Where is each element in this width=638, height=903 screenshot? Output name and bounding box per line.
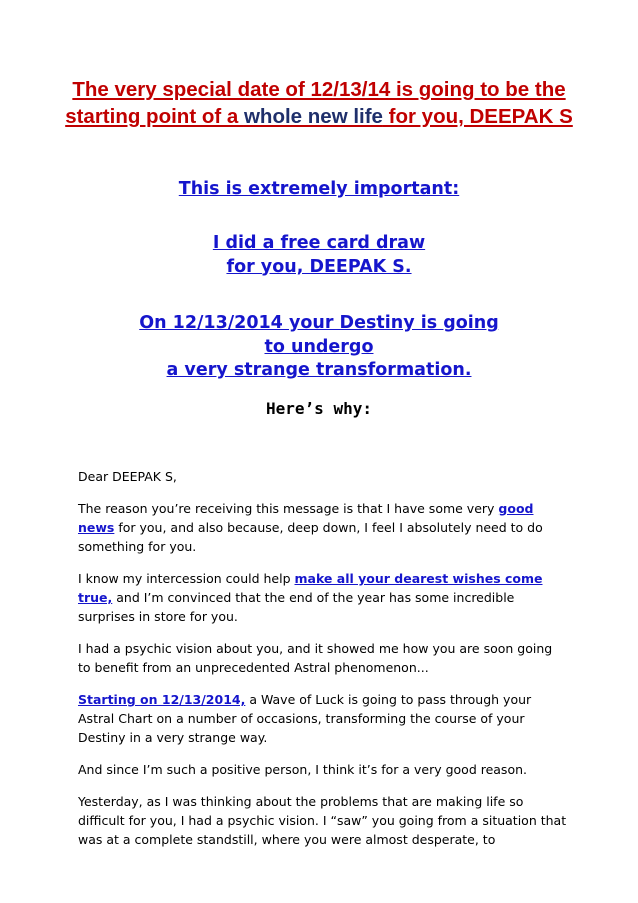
letter-paragraph-4: Starting on 12/13/2014, a Wave of Luck is going to pass through your Astral Chart on a number of occasions, transforming the course of your Destiny in a very strange way. bbox=[78, 692, 532, 745]
headline-part1: The very special date of 12/13/14 is going to be the starting point of a bbox=[65, 78, 566, 128]
letter-paragraph-2: I know my intercession could help make all your dearest wishes come true, and I’m convinced that the end of the year has some incredible surprises in store for you. bbox=[78, 571, 543, 624]
card-draw-line1: I did a free card draw bbox=[212, 233, 426, 253]
letter-paragraph-1: The reason you’re receiving this message is that I have some very good news for you, and also because, deep down, I feel I absolutely need to do something for you. bbox=[78, 501, 543, 554]
headline-part2: whole new life bbox=[243, 105, 383, 128]
destiny-line1: On 12/13/2014 your Destiny is going bbox=[139, 313, 499, 333]
card-draw-line2: for you, DEEPAK S. bbox=[226, 256, 412, 277]
card-draw-notice bbox=[0, 232, 638, 279]
letter-greeting: Dear DEEPAK S, bbox=[78, 469, 177, 484]
letter-paragraph-3: I had a psychic vision about you, and it showed me how you are soon going to benefit from an unprecedented Astral phenomenon... bbox=[78, 641, 553, 675]
wishes-link[interactable]: make all your dearest wishes come true, bbox=[78, 571, 543, 605]
letter-body bbox=[78, 467, 568, 862]
headline-part3: for you, DEEPAK S bbox=[382, 105, 573, 128]
heres-why-heading: Here’s why: bbox=[266, 399, 372, 418]
headline bbox=[60, 76, 578, 130]
starting-date-link[interactable]: Starting on 12/13/2014, bbox=[78, 692, 246, 707]
important-notice bbox=[0, 178, 638, 202]
good-news-link[interactable]: good news bbox=[78, 501, 534, 535]
letter-paragraph-6: Yesterday, as I was thinking about the problems that are making life so difficult for you, I had a psychic vision. I “saw” you going from a situation that was at a complete standstill, where you were almost desperate, to bbox=[78, 794, 567, 847]
destiny-line2: to undergo bbox=[264, 336, 374, 357]
important-text: This is extremely important: bbox=[178, 179, 460, 199]
letter-paragraph-5: And since I’m such a positive person, I think it’s for a very good reason. bbox=[78, 762, 527, 777]
destiny-notice bbox=[0, 312, 638, 383]
destiny-line3: a very strange transformation. bbox=[166, 360, 472, 380]
